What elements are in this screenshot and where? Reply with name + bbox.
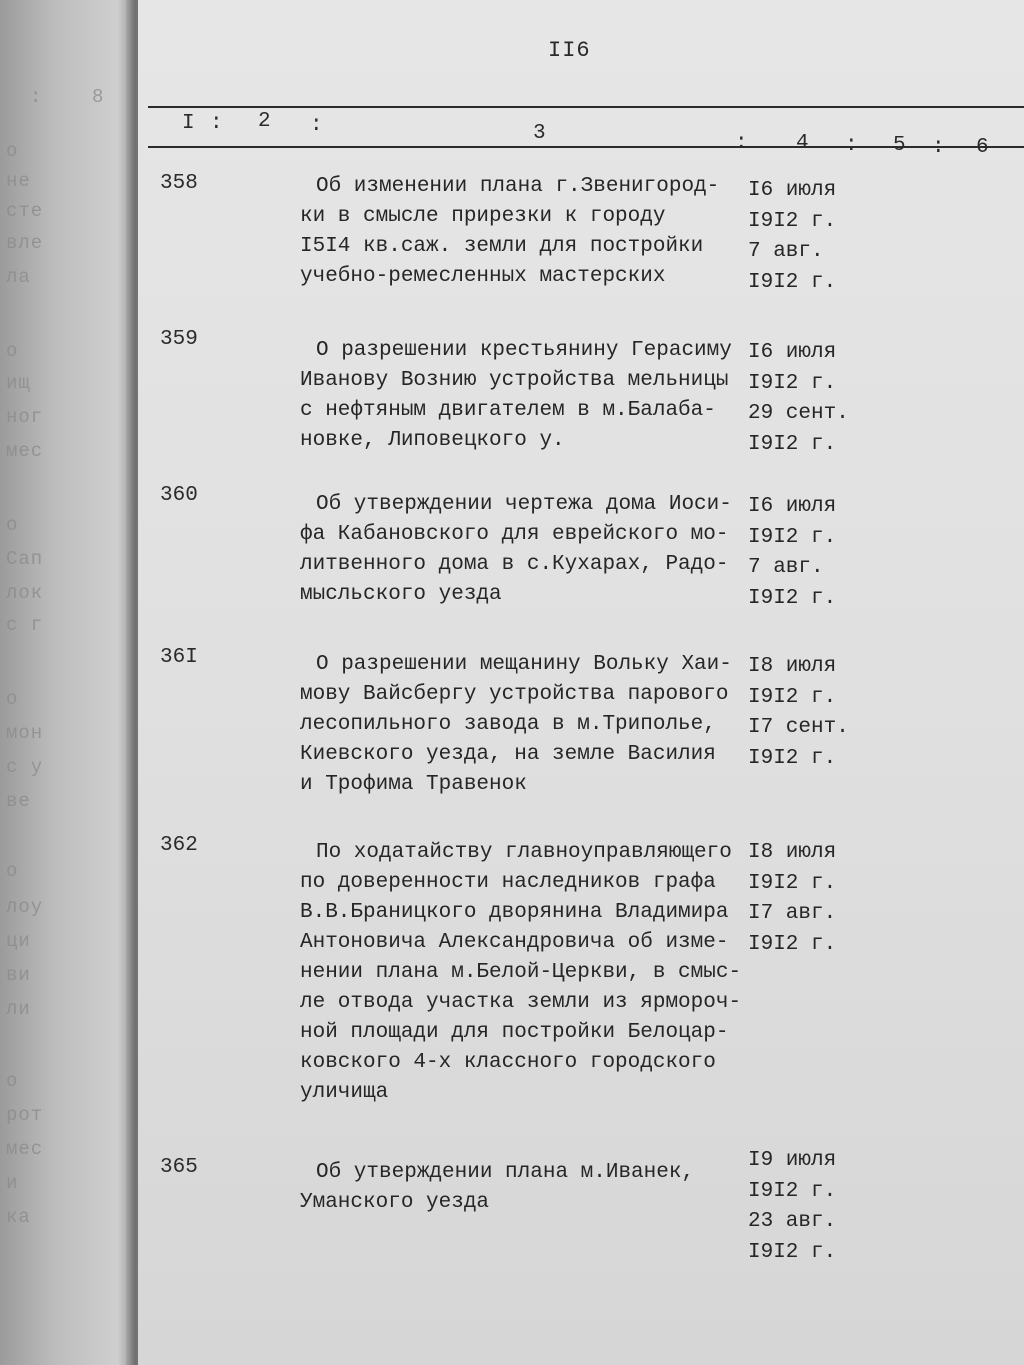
date-line: I8 июля [748, 655, 837, 678]
entry-description [300, 838, 760, 1108]
description-line: Киевского уезда, на земле Василия [300, 743, 716, 766]
description-line: по доверенности наследников графа [300, 871, 716, 894]
date-line: I6 июля [748, 179, 837, 202]
header-col-4: 4 [796, 132, 809, 155]
description-line: Антоновича Александровича об изме- [300, 931, 729, 954]
description-line: Об утверждении плана м.Иванек, [316, 1161, 695, 1184]
date-line: I6 июля [748, 341, 837, 364]
entry-dates [748, 338, 858, 460]
description-line: ки в смысле прирезки к городу [300, 205, 666, 228]
entry-description [300, 336, 760, 456]
description-line: с нефтяным двигателем в м.Балаба- [300, 399, 716, 422]
entry-description [300, 1158, 760, 1218]
description-line: I5I4 кв.саж. земли для постройки [300, 235, 704, 258]
description-line: новке, Липовецкого у. [300, 429, 565, 452]
date-line: I6 июля [748, 495, 837, 518]
description-line: учебно-ремесленных мастерских [300, 265, 666, 288]
header-sep: : [735, 132, 748, 155]
header-col-6: 6 [976, 136, 989, 159]
date-line: I7 авг. [748, 902, 837, 925]
date-line: I9I2 г. [748, 270, 837, 294]
date-line: I9I2 г. [748, 932, 837, 956]
date-line: 7 авг. [748, 556, 824, 579]
table-header-top-rule [148, 106, 1024, 108]
entry-number: 362 [160, 834, 198, 857]
date-line: 23 авг. [748, 1210, 837, 1233]
date-line: I9I2 г. [748, 371, 837, 395]
header-sep: : [210, 112, 223, 135]
description-line: ной площади для постройки Белоцар- [300, 1021, 729, 1044]
header-sep: : [932, 136, 945, 159]
date-line: I9I2 г. [748, 586, 837, 610]
header-sep: : [845, 134, 858, 157]
date-line: I9I2 г. [748, 1179, 837, 1203]
entry-dates [748, 492, 858, 614]
entry-number: 360 [160, 484, 198, 507]
description-line: Об утверждении чертежа дома Иоси- [316, 493, 732, 516]
description-line: По ходатайству главноуправляющего [316, 841, 732, 864]
entry-description [300, 490, 760, 610]
description-line: О разрешении мещанину Вольку Хаи- [316, 653, 732, 676]
description-line: уличища [300, 1081, 389, 1104]
date-line: I9I2 г. [748, 209, 837, 233]
header-col-3: 3 [533, 122, 546, 145]
description-line: ковского 4-х классного городского [300, 1051, 716, 1074]
entry-number: 358 [160, 172, 198, 195]
description-line: лесопильного завода в м.Триполье, [300, 713, 716, 736]
description-line: Иванову Вознию устройства мельницы [300, 369, 729, 392]
entry-number: 36I [160, 646, 198, 669]
header-col-1: I [182, 112, 195, 135]
description-line: литвенного дома в с.Кухарах, Радо- [300, 553, 729, 576]
page-number: II6 [548, 38, 591, 63]
date-line: I9I2 г. [748, 685, 837, 709]
description-line: мысльского уезда [300, 583, 502, 606]
adjacent-page-edge: : 8 о не сте вле ла о ищ ног мес о Сап лок с г о мон с у ве о лоу ци ви ли о рот мес и ка [0, 0, 138, 1365]
date-line: I9I2 г. [748, 746, 837, 770]
header-col-2: 2 [258, 110, 271, 133]
description-line: Об изменении плана г.Звенигород- [316, 175, 720, 198]
date-line: I9I2 г. [748, 432, 837, 456]
date-line: I9I2 г. [748, 525, 837, 549]
description-line: мову Вайсбергу устройства парового [300, 683, 729, 706]
date-line: I9I2 г. [748, 871, 837, 895]
entry-description [300, 172, 760, 292]
description-line: Уманского уезда [300, 1191, 490, 1214]
date-line: I7 сент. [748, 716, 849, 739]
entry-number: 365 [160, 1156, 198, 1179]
description-line: нении плана м.Белой-Церкви, в смыс- [300, 961, 742, 984]
description-line: ле отвода участка земли из ярмороч- [300, 991, 742, 1014]
description-line: О разрешении крестьянину Герасиму [316, 339, 732, 362]
entry-description [300, 650, 760, 800]
entry-number: 359 [160, 328, 198, 351]
date-line: 29 сент. [748, 402, 849, 425]
date-line: I9 июля [748, 1149, 837, 1172]
description-line: фа Кабановского для еврейского мо- [300, 523, 729, 546]
date-line: I9I2 г. [748, 1240, 837, 1264]
header-sep: : [310, 114, 323, 137]
description-line: В.В.Браницкого дворянина Владимира [300, 901, 729, 924]
entry-dates [748, 1146, 858, 1268]
date-line: 7 авг. [748, 240, 824, 263]
header-col-5: 5 [893, 134, 906, 157]
entry-dates [748, 652, 858, 774]
description-line: и Трофима Травенок [300, 773, 527, 796]
entry-dates [748, 838, 858, 960]
entry-dates [748, 176, 858, 298]
date-line: I8 июля [748, 841, 837, 864]
